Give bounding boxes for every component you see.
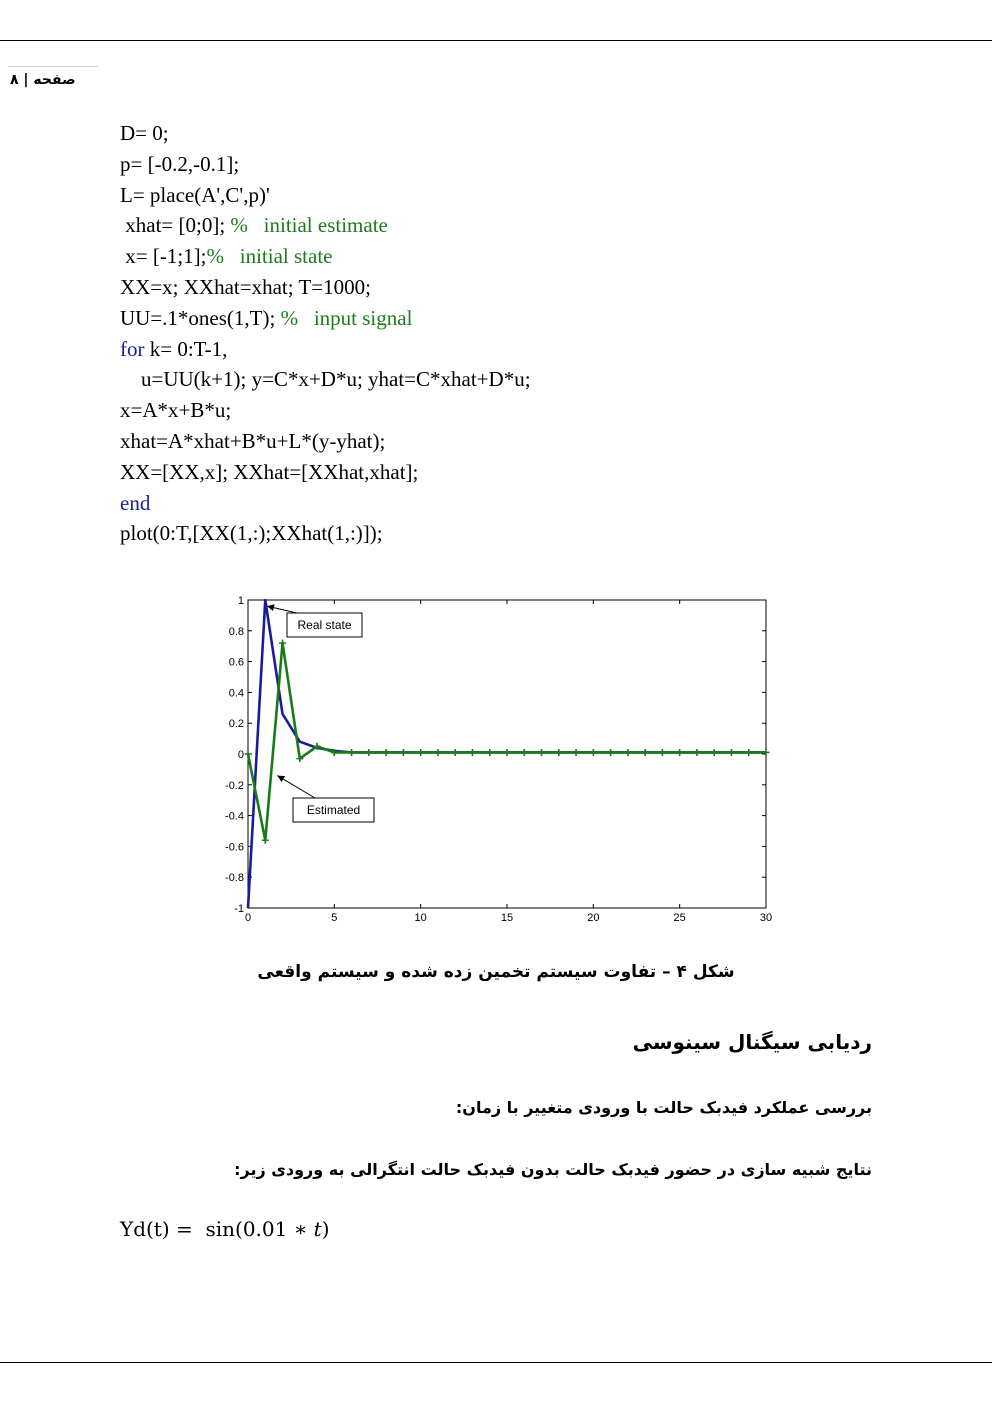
y-tick-label: 0.2: [228, 718, 244, 731]
top-rule: [0, 40, 992, 41]
x-tick-label: 25: [673, 912, 686, 924]
y-tick-label: 0: [237, 749, 244, 761]
matlab-code-block: [120, 118, 531, 549]
code-line: [120, 183, 270, 207]
x-tick-label: 10: [414, 912, 427, 924]
header-underline: [8, 66, 98, 67]
y-tick-label: 1: [237, 595, 244, 607]
reference-formula: [120, 1217, 330, 1241]
code-text: u=UU(k+1); y=C*x+D*u; yhat=C*xhat+D*u;: [120, 367, 531, 392]
code-text: k= 0:T-1,: [144, 336, 228, 361]
code-line: [120, 244, 332, 268]
code-comment: % initial state: [206, 244, 333, 269]
code-text: p= [-0.2,-0.1];: [120, 151, 240, 176]
x-tick-label: 0: [244, 912, 252, 924]
x-tick-label: 15: [500, 912, 514, 924]
code-text: XX=[XX,x]; XXhat=[XXhat,xhat];: [120, 459, 419, 484]
code-keyword: for: [120, 336, 145, 361]
code-line: [120, 213, 388, 237]
code-line: [120, 337, 227, 361]
y-tick-label: 0.8: [228, 625, 244, 638]
code-line: [120, 367, 531, 391]
code-line: [120, 398, 231, 422]
code-comment: % input signal: [280, 305, 413, 330]
formula-close: ): [321, 1217, 330, 1241]
x-tick-label: 30: [759, 912, 773, 924]
x-tick-label: 20: [587, 912, 600, 924]
code-text: x=A*x+B*u;: [120, 398, 232, 423]
page-number-header: صفحه | ۸: [10, 72, 76, 88]
code-line: [120, 429, 385, 453]
code-keyword: end: [120, 490, 151, 515]
code-text: XX=x; XXhat=xhat; T=1000;: [120, 274, 371, 299]
y-tick-label: 0.4: [228, 687, 244, 700]
code-text: UU=.1*ones(1,T);: [120, 305, 281, 330]
y-tick-label: -0.8: [225, 872, 244, 885]
code-text: xhat= [0;0];: [120, 213, 231, 238]
annotation-label-estimated: Estimated: [306, 803, 361, 817]
formula-lhs: Yd(t) = sin(0.01: [120, 1217, 294, 1241]
paragraph-simulation-results: نتایج شبیه سازی در حضور فیدبک حالت بدون فیدبک حالت انتگرالی به ورودی زیر:: [234, 1160, 872, 1179]
formula-operator: ∗: [293, 1217, 314, 1241]
code-text: xhat=A*xhat+B*u+L*(y-yhat);: [120, 428, 386, 453]
code-text: L= place(A',C',p)': [120, 182, 270, 207]
code-line: [120, 275, 371, 299]
y-tick-label: 0.6: [228, 656, 244, 669]
paragraph-feedback-time-varying: بررسی عملکرد فیدبک حالت با ورودی متغییر با زمان:: [455, 1098, 872, 1117]
x-tick-label: 5: [331, 912, 338, 924]
code-text: D= 0;: [120, 121, 169, 145]
code-text: plot(0:T,[XX(1,:);XXhat(1,:)]);: [120, 521, 383, 546]
bottom-rule: [0, 1362, 992, 1363]
formula-variable: t: [313, 1217, 322, 1241]
annotation-label-real-state: Real state: [297, 618, 352, 632]
code-line: [120, 306, 412, 330]
code-line: [120, 491, 150, 515]
code-line: [120, 121, 169, 145]
y-tick-label: -0.4: [225, 810, 244, 823]
code-text: x= [-1;1];: [120, 244, 207, 269]
observer-figure: [215, 590, 780, 930]
y-tick-label: -0.6: [225, 841, 244, 854]
state-comparison-chart: [215, 590, 780, 930]
code-comment: % initial estimate: [230, 213, 388, 238]
code-line: [120, 460, 418, 484]
y-tick-label: -0.2: [225, 779, 244, 792]
y-tick-label: -1: [234, 903, 244, 915]
code-line: [120, 152, 239, 176]
figure-caption: شکل ۴ – تفاوت سیستم تخمین زده شده و سیستم واقعی: [257, 962, 735, 982]
code-line: [120, 521, 383, 545]
section-heading: ردیابی سیگنال سینوسی: [632, 1030, 872, 1054]
